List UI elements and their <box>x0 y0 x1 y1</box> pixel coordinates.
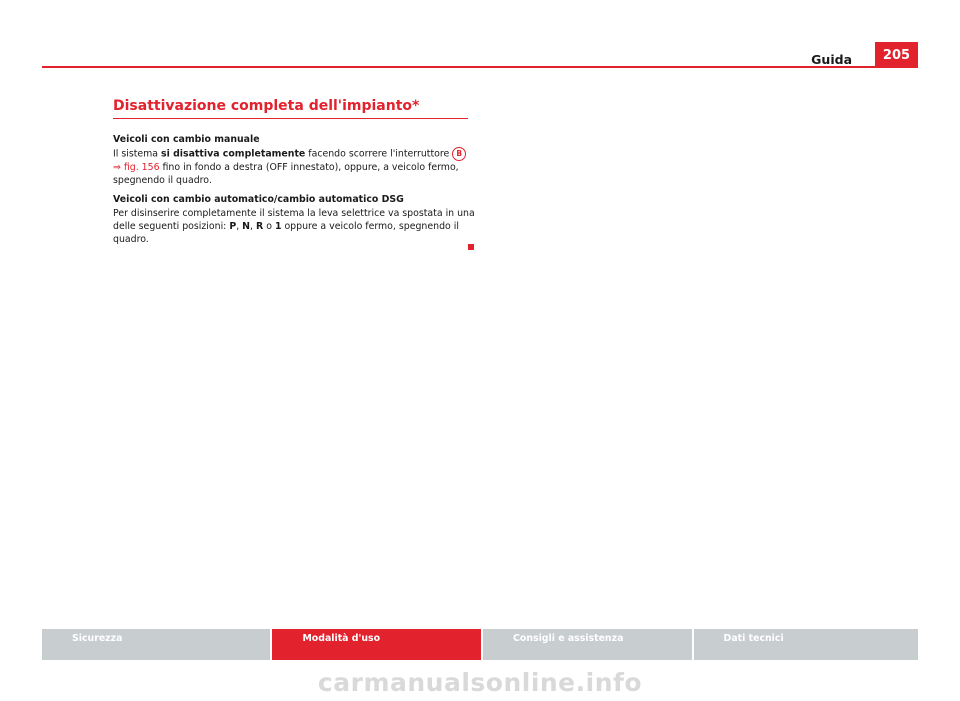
auto-text-2: oppure a veicolo fermo, spegnendo il quadro. <box>113 221 459 245</box>
auto-heading: Veicoli con cambio automatico/cambio automatico DSG <box>113 194 404 205</box>
manual-text-1: Il sistema <box>113 148 162 160</box>
manual-text-3: fino in fondo a destra (OFF innestato), oppure, a veicolo fermo, spegnendo il quadro. <box>113 162 459 186</box>
position-r: R <box>256 221 264 232</box>
separator-2: , <box>250 221 256 232</box>
section-end-marker <box>468 244 474 250</box>
section-name: Guida <box>811 52 852 67</box>
tab-dati-tecnici[interactable]: Dati tecnici <box>694 629 918 660</box>
tab-sicurezza[interactable]: Sicurezza <box>42 629 270 660</box>
tab-modalita-uso[interactable]: Modalità d'uso <box>272 629 481 660</box>
manual-heading: Veicoli con cambio manuale <box>113 134 260 145</box>
footer-nav <box>42 629 918 660</box>
auto-text-1: Per disinserire completamente il sistema la leva selettrice va spostata in una delle seguenti posizioni: <box>113 208 475 232</box>
watermark: carmanualsonline.info <box>317 668 643 697</box>
separator-3: o <box>263 221 275 232</box>
article <box>113 98 475 246</box>
auto-paragraph <box>113 207 475 246</box>
page-number: 205 <box>875 42 918 68</box>
figure-reference-link[interactable]: ⇒ fig. 156 <box>113 162 160 173</box>
manual-text-2: facendo scorrere l'interruttore <box>305 148 453 160</box>
manual-bold: si disattiva completamente <box>161 148 306 160</box>
header-rule <box>42 66 918 68</box>
separator-1: , <box>236 221 243 232</box>
article-title: Disattivazione completa dell'impianto* <box>113 98 468 119</box>
tab-consigli-assistenza[interactable]: Consigli e assistenza <box>483 629 692 660</box>
position-p: P <box>229 221 237 232</box>
callout-b-badge: B <box>452 147 466 161</box>
position-n: N <box>242 221 251 232</box>
position-1: 1 <box>274 221 282 232</box>
manual-paragraph <box>113 147 475 187</box>
